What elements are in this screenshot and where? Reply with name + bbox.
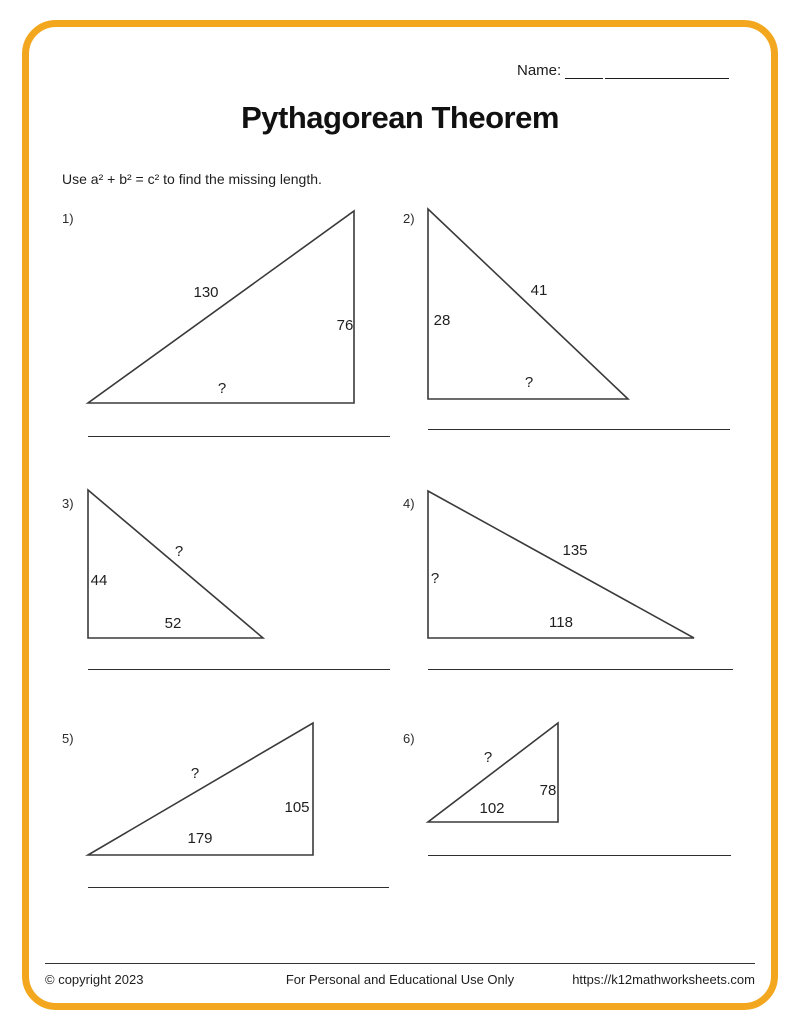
name-label: Name: [517, 62, 562, 79]
instruction-text: Use a² + b² = c² to find the missing length. [62, 171, 322, 187]
answer-line-4[interactable] [428, 669, 733, 670]
side-label-hypotenuse: ? [483, 749, 493, 766]
side-label-base: ? [524, 374, 534, 391]
name-blank-line[interactable] [605, 63, 729, 79]
side-label-base: 179 [187, 830, 213, 847]
problem-6-triangle [426, 720, 564, 826]
problem-number: 3) [62, 496, 74, 511]
website-text: https://k12mathworksheets.com [572, 972, 755, 987]
side-label-base: 118 [549, 614, 573, 631]
problem-number: 2) [403, 211, 415, 226]
usage-text: For Personal and Educational Use Only [285, 972, 515, 987]
problem-2-triangle [426, 206, 632, 402]
side-label-hypotenuse: ? [190, 765, 200, 782]
side-label-hypotenuse: 41 [530, 282, 548, 299]
answer-line-5[interactable] [88, 887, 389, 888]
problem-4-triangle [426, 488, 698, 641]
triangle-outline [428, 209, 628, 399]
answer-line-2[interactable] [428, 429, 730, 430]
problem-number: 4) [403, 496, 415, 511]
problem-1-triangle [86, 208, 358, 406]
name-field [517, 62, 729, 79]
problem-5-triangle [86, 720, 316, 858]
side-label-vertical: 105 [284, 799, 310, 816]
answer-line-1[interactable] [88, 436, 390, 437]
side-label-vertical: ? [430, 570, 440, 587]
answer-line-3[interactable] [88, 669, 390, 670]
side-label-hypotenuse: 130 [193, 284, 219, 301]
copyright-text: © copyright 2023 [45, 972, 144, 987]
side-label-hypotenuse: ? [174, 543, 184, 560]
problem-3-triangle [86, 487, 266, 641]
problem-number: 5) [62, 731, 74, 746]
side-label-vertical: 78 [539, 782, 557, 799]
side-label-base: 52 [164, 615, 182, 632]
side-label-base: 102 [479, 800, 505, 817]
side-label-vertical: 28 [433, 312, 451, 329]
side-label-vertical: 44 [90, 572, 108, 589]
side-label-base: ? [217, 380, 227, 397]
side-label-vertical: 76 [336, 317, 354, 334]
footer-divider [45, 963, 755, 964]
problem-number: 1) [62, 211, 74, 226]
page-title: Pythagorean Theorem [241, 100, 559, 135]
name-blank-line[interactable] [565, 63, 603, 79]
answer-line-6[interactable] [428, 855, 731, 856]
triangle-outline [88, 211, 354, 403]
side-label-hypotenuse: 135 [562, 542, 588, 559]
problem-number: 6) [403, 731, 415, 746]
